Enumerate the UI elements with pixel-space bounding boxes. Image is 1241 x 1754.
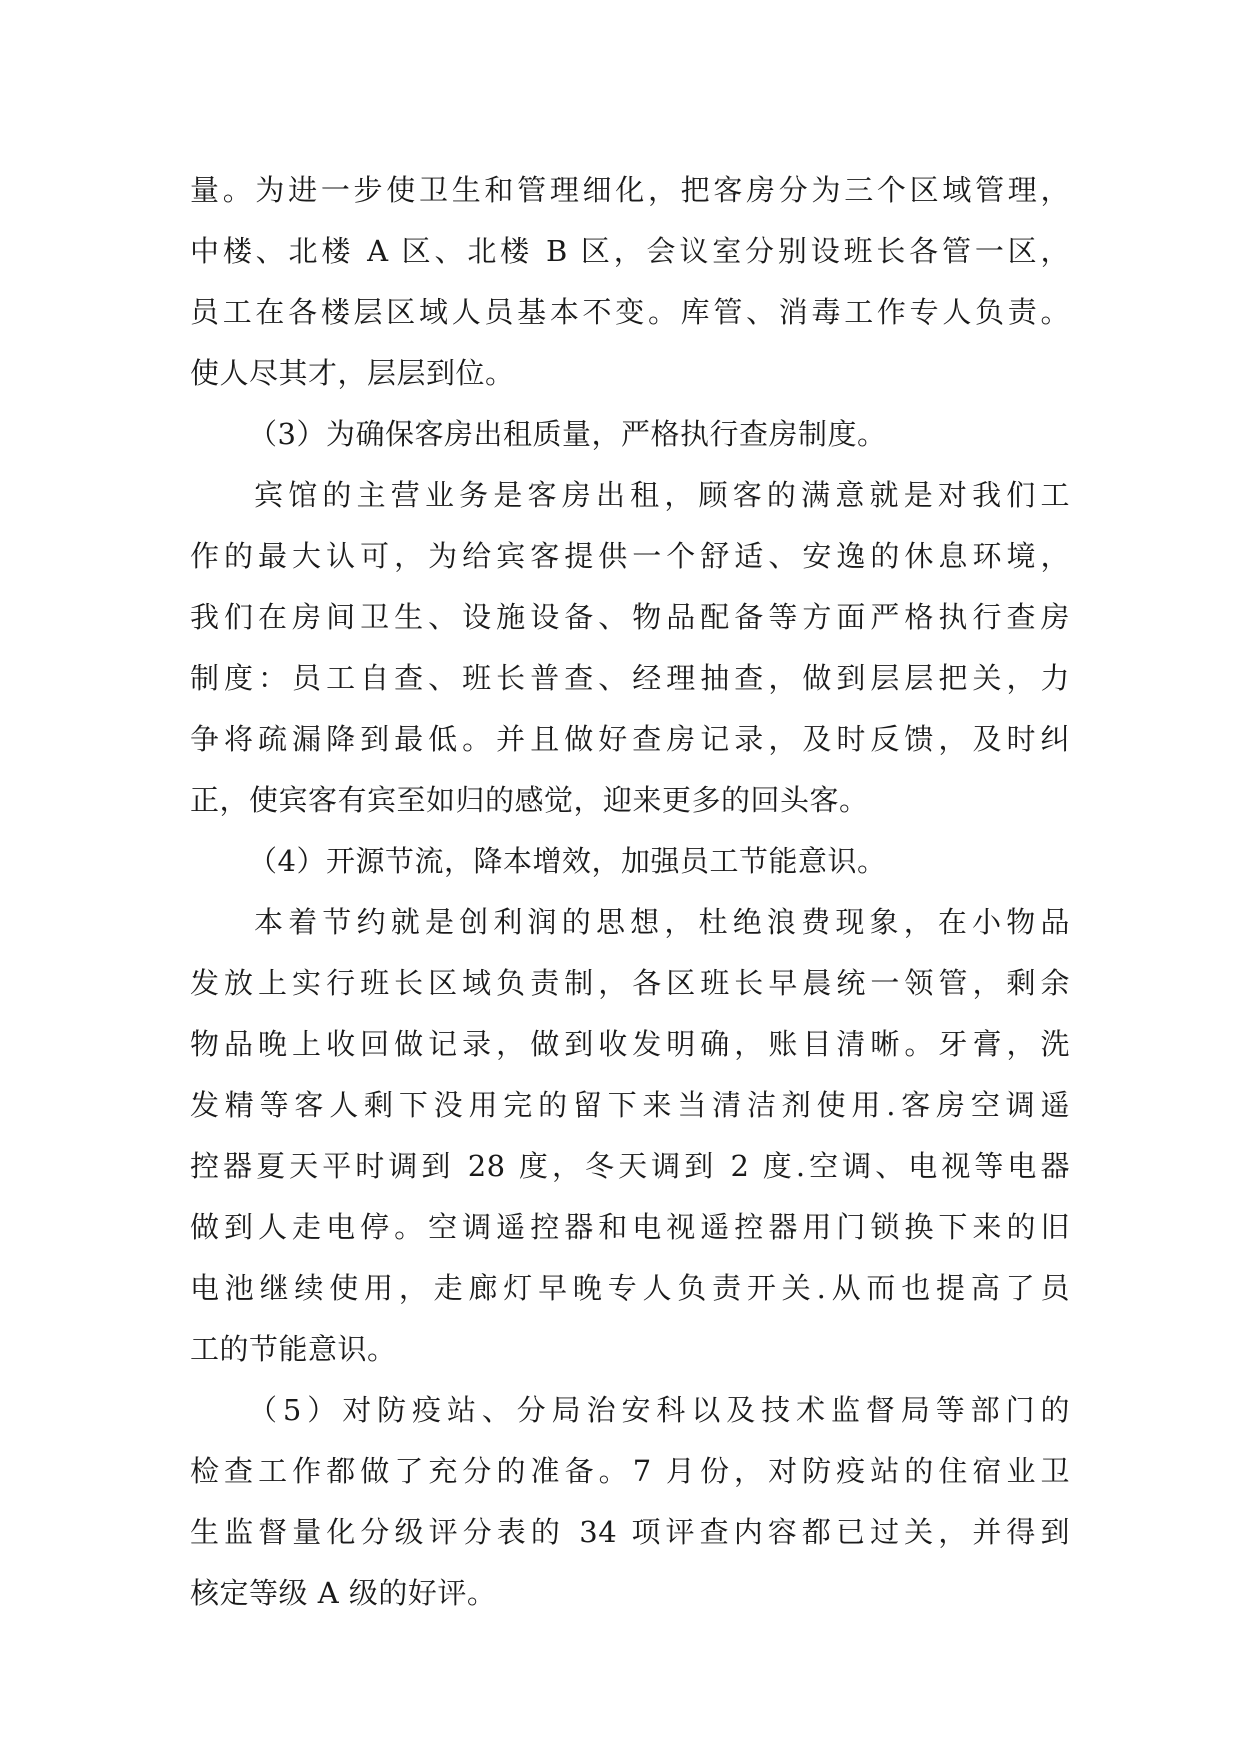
text-line: 核定等级 A 级的好评。 bbox=[190, 1576, 497, 1610]
text-line: 宾馆的主营业务是客房出租，顾客的满意就是对我们工 bbox=[254, 478, 1070, 512]
text-line: 争将疏漏降到最低。并且做好查房记录，及时反馈，及时纠 bbox=[190, 722, 1070, 756]
text-line: 发精等客人剩下没用完的留下来当清洁剂使用.客房空调遥 bbox=[190, 1088, 1070, 1122]
text-line: 生监督量化分级评分表的 34 项评查内容都已过关，并得到 bbox=[190, 1515, 1070, 1549]
section-heading-4: （4）开源节流，降本增效，加强员工节能意识。 bbox=[248, 844, 887, 878]
document-body bbox=[190, 160, 1070, 1624]
text-line: 量。为进一步使卫生和管理细化，把客房分为三个区域管理， bbox=[190, 173, 1070, 207]
section-heading-3: （3）为确保客房出租质量，严格执行查房制度。 bbox=[248, 417, 887, 451]
text-line: 制度：员工自查、班长普查、经理抽查，做到层层把关，力 bbox=[190, 661, 1070, 695]
text-line: 工的节能意识。 bbox=[190, 1332, 397, 1366]
text-line: 检查工作都做了充分的准备。7 月份，对防疫站的住宿业卫 bbox=[190, 1454, 1070, 1488]
text-line: 物品晚上收回做记录，做到收发明确，账目清晰。牙膏，洗 bbox=[190, 1027, 1070, 1061]
text-line: 作的最大认可，为给宾客提供一个舒适、安逸的休息环境， bbox=[190, 539, 1070, 573]
section-heading-5: （5）对防疫站、分局治安科以及技术监督局等部门的 bbox=[248, 1393, 1070, 1427]
text-line: 做到人走电停。空调遥控器和电视遥控器用门锁换下来的旧 bbox=[190, 1210, 1070, 1244]
text-line: 我们在房间卫生、设施设备、物品配备等方面严格执行查房 bbox=[190, 600, 1070, 634]
text-line: 使人尽其才，层层到位。 bbox=[190, 356, 515, 390]
text-line: 中楼、北楼 A 区、北楼 B 区，会议室分别设班长各管一区， bbox=[190, 234, 1070, 268]
text-line: 员工在各楼层区域人员基本不变。库管、消毒工作专人负责。 bbox=[190, 295, 1070, 329]
text-line: 发放上实行班长区域负责制，各区班长早晨统一领管，剩余 bbox=[190, 966, 1070, 1000]
text-line: 控器夏天平时调到 28 度，冬天调到 2 度.空调、电视等电器 bbox=[190, 1149, 1070, 1183]
text-line: 电池继续使用，走廊灯早晚专人负责开关.从而也提高了员 bbox=[190, 1271, 1070, 1305]
text-line: 正，使宾客有宾至如归的感觉，迎来更多的回头客。 bbox=[190, 783, 869, 817]
text-line: 本着节约就是创利润的思想，杜绝浪费现象，在小物品 bbox=[254, 905, 1070, 939]
